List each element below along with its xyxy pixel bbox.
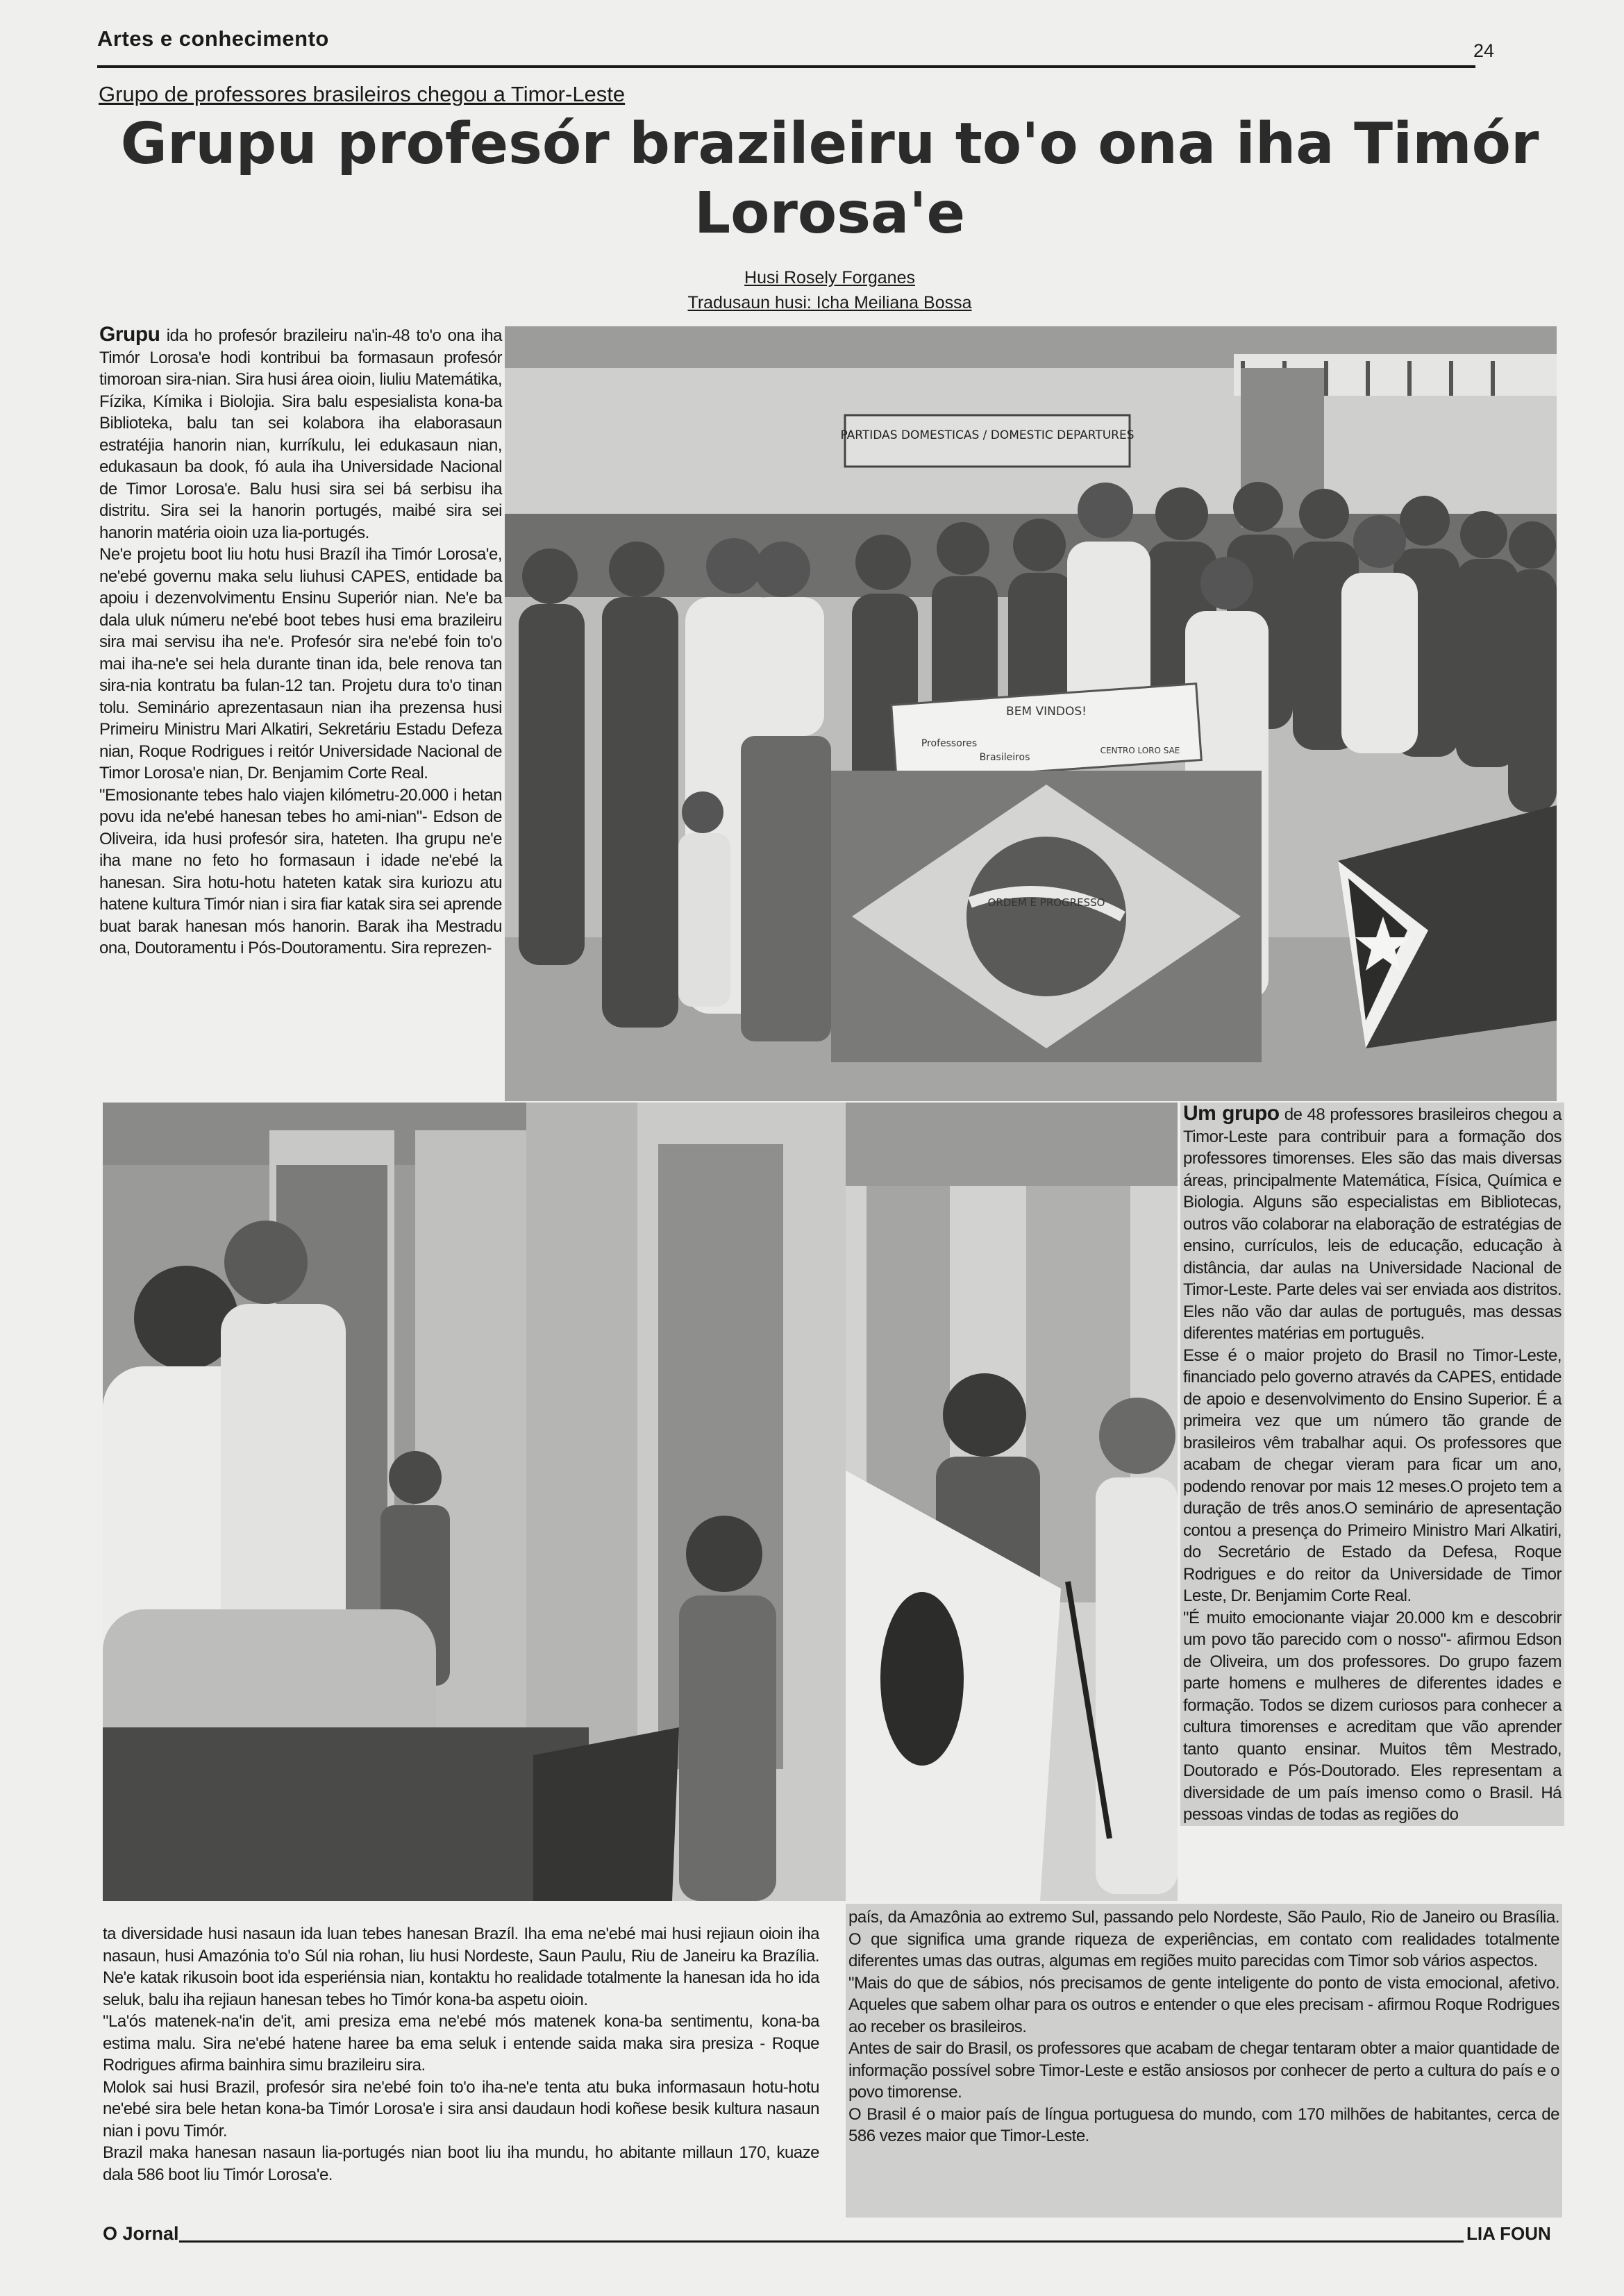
- portuguese-column-2: [846, 1904, 1562, 2218]
- portuguese-paragraph: país, da Amazônia ao extremo Sul, passando pelo Nordeste, São Paulo, Rio de Janeiro ou Brasília. O que significa uma grande riqueza de experiências, em contato com realidades totalmente diferentes umas das outras, algumas em regiões muito parecidas com Timor sob vários aspectos.: [848, 1908, 1559, 1970]
- footer-name: LIA FOUN: [1466, 2223, 1551, 2244]
- tetum-column-1: [99, 324, 502, 960]
- portuguese-paragraph: "É muito emocionante viajar 20.000 km e descobrir um povo tão parecido com o nosso"- afirmou Edson de Oliveira, um dos professores. Do grupo fazem parte homens e mulheres de diferentes idades e formação. Todos se dizem curiosos para conhecer a cultura timorenses e acreditam que vão aprender tanto quanto ensinar. Muitos têm Mestrado, Doutorado e Pós-Doutorado. Eles representam a diversidade de um país imenso como o Brasil. Há pessoas vindas de todas as regiões do: [1183, 1608, 1562, 1824]
- tetum-paragraph: Grupu ida ho profesór brazileiru na'in-48 to'o ona iha Timór Lorosa'e hodi kontribui ba formasaun profesór timoroan sira-nian. Sira husi área oioin, liuliu Matemátika, Fízika, Kímika i Biolojia. Sira balu espesialista kona-ba Biblioteka, balu tan sei kolabora iha elaborasaun estratéjia hanorin nian, kurríkulu, lei edukasaun nian, edukasaun ba dook, fó aula iha Universidade Nacional de Timor Lorosa'e. Balu husi sira sei bá serbisu iha distritu. Sira sei la hanorin portugés, maibé sira sei hanorin matéria oioin uza lia-portugés.: [99, 323, 502, 542]
- banner-subtitle-2: Brasileiros: [979, 752, 1030, 763]
- translator-byline: Tradusaun husi: Icha Meiliana Bossa: [687, 293, 972, 312]
- tetum-paragraph: ta diversidade husi nasaun ida luan tebes hanesan Brazíl. Iha ema ne'ebé mai husi rejiaun oioin iha nasaun, husi Amazónia to'o Súl nia rohan, liu husi Nordeste, Saun Paulu, Riu de Janeiru ka Brazília. Ne'e katak rikusoin boot ida esperiénsia nian, kontaktu ho realidade totalmente la hanesan ida ho ida seluk, balu iha rejiaun hanesan tebes ho Timór kona-ba aspetu oioin.: [103, 1925, 819, 2009]
- group-photo: [505, 326, 1557, 1101]
- flag-motto: ORDEM E PROGRESSO: [987, 896, 1105, 909]
- bylines: [555, 265, 1104, 315]
- portuguese-paragraph: "Mais do que de sábios, nós precisamos de gente inteligente do ponto de vista emocional, afetivo. Aqueles que sabem olhar para os outros e entender o que eles precisam - afirmou Roque Rodrigues ao receber os brasileiros.: [848, 1973, 1559, 2036]
- banner-title: BEM VINDOS!: [1006, 705, 1087, 719]
- tetum-paragraph: Brazil maka hanesan nasaun lia-portugés nian boot liu iha mundu, ho abitante millaun 170, kuaze dala 586 boot liu Timór Lorosa'e.: [103, 2143, 819, 2184]
- tetum-column-2: [103, 1923, 819, 2186]
- boy-with-flag-photo: [846, 1103, 1178, 1901]
- portuguese-paragraph: O Brasil é o maior país de língua portuguesa do mundo, com 170 milhões de habitantes, cerca de 586 vezes maior que Timor-Leste.: [848, 2104, 1559, 2145]
- headline: Grupu profesór brazileiru to'o ona iha Timór Lorosa'e: [120, 111, 1539, 246]
- portuguese-paragraph: Esse é o maior projeto do Brasil no Timor-Leste, financiado pelo governo através da CAPES, entidade de apoio e desenvolvimento do Ensino Superior. É a primeira vez que um número tão grande de brasileiros vêm trabalhar aqui. Os professores que acabam de chegar vieram para ficar um ano, podendo renovar por mais 12 meses.O projeto tem a duração de três anos.O seminário de apresentação contou a presença do Primeiro Ministro Mari Alkatiri, do Secretário de Estado da Defesa, Roque Rodrigues e do reitor da Universidade de Timor Leste, Dr. Benjamim Corte Real.: [1183, 1346, 1562, 1605]
- banner-subtitle-3: CENTRO LORO SAE: [1100, 746, 1180, 755]
- timor-flag-icon: [533, 1727, 679, 1901]
- portuguese-paragraph: Um grupo de 48 professores brasileiros chegou a Timor-Leste para contribuir para a formação dos professores timorenses. Eles são das mais diversas áreas, principalmente Matemática, Física, Química e Biologia. Alguns são especialistas em Bibliotecas, outros vão colaborar na elaboração de estratégias de ensino, currículos, leis de educação, educação à distância, dar aulas na Universidade Nacional de Timor-Leste. Parte deles vai ser enviada aos distritos. Eles não vão dar aulas de português, mas dessas diferentes matérias em português.: [1183, 1102, 1562, 1343]
- section-title: Artes e conhecimento: [97, 26, 329, 51]
- footer-publication: O Jornal: [103, 2223, 179, 2244]
- footer-rule: [179, 2240, 1464, 2243]
- portuguese-paragraph: Antes de sair do Brasil, os professores que acabam de chegar tentaram obter a maior quantidade de informação possível sobre Timor-Leste e estão ansiosos por conhecer de perto a cultura do país e o povo timorense.: [848, 2039, 1559, 2102]
- banner-subtitle-1: Professores: [921, 738, 978, 749]
- portuguese-lead: Um grupo: [1183, 1102, 1280, 1125]
- tetum-paragraph: "La'ós matenek-na'in de'it, ami presiza ema ne'ebé mós matenek kona-ba sentimentu, kona-ba estima malu. Sira ne'ebé hatene haree ba ema seluk i entende saida maka sira presiza - Roque Rodrigues afirma bainhira simu brazileiru sira.: [103, 2012, 819, 2075]
- portuguese-column-1: [1180, 1103, 1564, 1826]
- departures-sign-text: PARTIDAS DOMESTICAS / DOMESTIC DEPARTURES: [840, 428, 1135, 442]
- header-rule: [97, 65, 1475, 68]
- portuguese-title: Grupo de professores brasileiros chegou a Timor-Leste: [99, 82, 626, 106]
- author-byline: Husi Rosely Forganes: [744, 268, 915, 287]
- tetum-paragraph: Molok sai husi Brazil, profesór sira ne'ebé foin to'o iha-ne'e tenta atu buka informasaun hotu-hotu ne'ebé sira bele hetan kona-ba Timór Lorosa'e i sira ansi daudaun hodi koñese besik kultura nasaun nian i povu Timór.: [103, 2077, 819, 2140]
- tetum-paragraph: Ne'e projetu boot liu hotu husi Brazíl iha Timór Lorosa'e, ne'ebé governu maka selu liuhusi CAPES, entidade ba apoiu i dezenvolvimentu Ensinu Superiór nian. Ne'e ba dala uluk númeru ne'ebé boot tebes husi ema brazileiru sira mai servisu iha ne'e. Profesór sira ne'ebé foin to'o mai iha-ne'e sei hela durante tinan ida, bele renova tan sira-nia kontratu ba fulan-12 tan. Projetu dura to'o tinan tolu. Seminário aprezentasaun nian iha prezensa husi Primeiru Ministru Mari Alkatiri, Sekretáriu Estadu Defeza nian, Roque Rodrigues i reitór Universidade Nacional de Timor Lorosa'e nian, Dr. Benjamim Corte Real.: [99, 545, 502, 782]
- woman-with-luggage-photo: [103, 1103, 846, 1901]
- tetum-paragraph: "Emosionante tebes halo viajen kilómetru-20.000 i hetan povu ida ne'ebé hanesan tebes ho ami-nian"- Edson de Oliveira, ida husi profesór sira, hateten. Iha grupu ne'e iha mane no feto ho formasaun i idade ne'ebé la hanesan. Sira hotu-hotu hateten katak sira kuriozu atu hatene kultura Timór nian i sira fiar katak sira sei aprende buat barak hanesan mós hanorin. Barak iha Mestradu ona, Doutoramentu i Pós-Doutoramentu. Sira reprezen-: [99, 785, 502, 957]
- page-number: 24: [1473, 40, 1495, 61]
- tetum-lead: Grupu: [99, 323, 160, 346]
